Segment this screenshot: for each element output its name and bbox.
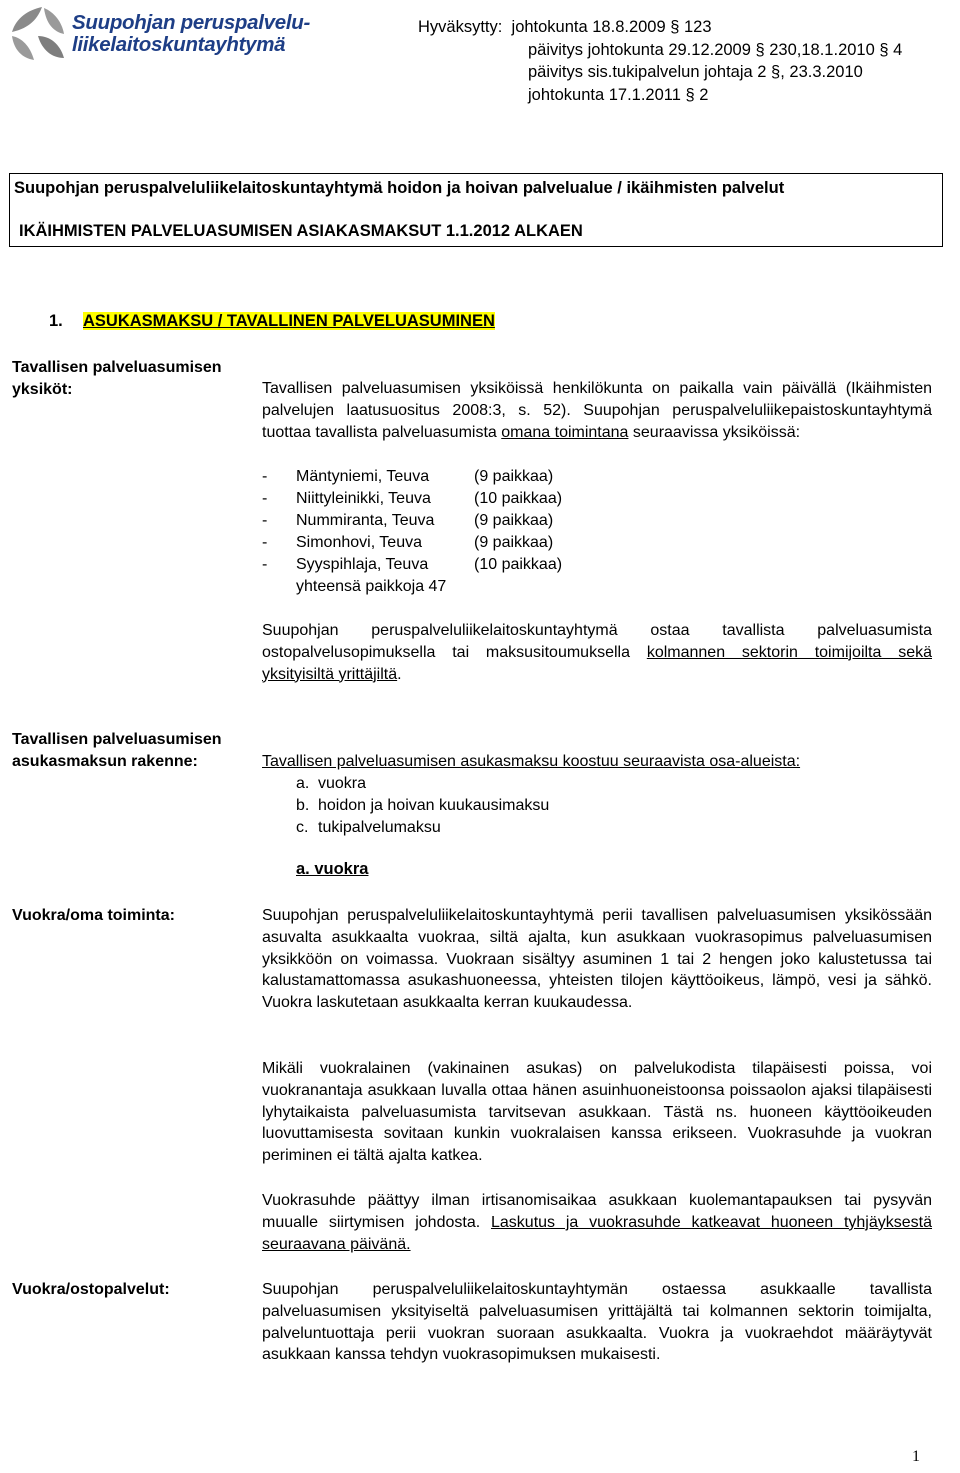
units-label-line1: Tavallisen palveluasumisen (12, 359, 222, 376)
list-item: - Syyspihlaja, Teuva (10 paikkaa) (262, 554, 762, 576)
section-heading (49, 312, 495, 331)
list-item: b. hoidon ja hoivan kuukausimaksu (296, 797, 550, 814)
unit-places: (9 paikkaa) (474, 512, 554, 529)
unit-name: Simonhovi, Teuva (296, 534, 422, 551)
section-number: 1. (49, 312, 63, 330)
title-box (9, 173, 943, 247)
list-item: - Mäntyniemi, Teuva (9 paikkaa) (262, 466, 762, 488)
structure-label-line1: Tavallisen palveluasumisen (12, 731, 222, 748)
termination-text: Vuokrasuhde päättyy ilman irtisanomisaikaa asukkaan kuolemantapauksen tai pysyvän muualle siirtymisen johdosta. (262, 1192, 932, 1231)
structure-label (12, 729, 222, 773)
rent-purchase-paragraph: Suupohjan peruspalveluliikelaitoskuntayhtymän ostaessa asukkaalle tavallista palveluasumisen yksityiseltä palveluasumisen yrittäjältä tai kolmannen sektorin toimijalta, palveluntuottaja perii vuokran suoraan asukkaalta. Vuokra ja vuokraehdot määräytyvät asukkaan kanssa tehdyn vuokrasopimuksen mukaisesti. (262, 1281, 932, 1364)
purchase-text: Suupohjan peruspalveluliikelaitoskuntayhtymä ostaa tavallista palveluasumista ostopalvelusopimuksella tai maksusitoumuksella (262, 622, 932, 661)
total-places: yhteensä paikkoja 47 (296, 578, 447, 595)
purchase-paragraph: Suupohjan peruspalveluliikelaitoskuntayhtymä ostaa tavallista palveluasumista ostopalvelusopimuksella tai maksusitoumuksella kolmannen sektorin toimijoilta sekä yksityisiltä yrittäjiltä. (262, 622, 932, 683)
structure-list (296, 773, 549, 839)
leaf-logo-icon (8, 4, 70, 64)
billing-end-text: Laskutus ja vuokrasuhde katkeavat huoneen tyhjäyksestä seuraavana päivänä. (262, 1213, 933, 1253)
approval-line-2: päivitys johtokunta 29.12.2009 § 230,18.1.2010 § 4 (528, 40, 903, 59)
unit-places: (10 paikkaa) (474, 490, 563, 507)
list-item: - Nummiranta, Teuva (9 paikkaa) (262, 510, 762, 532)
organization-name (72, 12, 332, 56)
organization-name-line1: Suupohjan peruspalvelu- (72, 11, 310, 34)
structure-label-line2: asukasmaksun rakenne: (12, 753, 198, 770)
own-operation-text: omana toimintana (501, 423, 629, 441)
list-item: a. vuokra (296, 775, 367, 792)
rent-own-paragraph-2: Mikäli vuokralainen (vakinainen asukas) on palvelukodista tilapäisesti poissa, voi vuokranantaja asukkaan luvalla ottaa hänen asuinhuoneistoonsa poissaolon ajaksi tilapäisesti lyhytaikaista palveluasumista tarvitsevan asukkaan. Tästä ns. huoneen käyttöoikeuden luovuttamisesta sovitaan kunkin vuokralaisen kanssa erikseen. Vuokrasuhde ja vuokran periminen ei tältä ajalta katkea. (262, 1060, 932, 1165)
third-sector-text: kolmannen sektorin toimijoilta sekä yksityisiltä yrittäjiltä (262, 643, 932, 683)
rent-own-label: Vuokra/oma toiminta: (12, 907, 175, 924)
rent-purchase-label: Vuokra/ostopalvelut: (12, 1281, 170, 1298)
document-title: IKÄIHMISTEN PALVELUASUMISEN ASIAKASMAKSUT 1.1.2012 ALKAEN (19, 222, 583, 240)
unit-name: Nummiranta, Teuva (296, 512, 435, 529)
organization-name-line2: liikelaitoskuntayhtymä (72, 33, 286, 56)
unit-places: (9 paikkaa) (474, 534, 554, 551)
units-label-line2: yksiköt: (12, 381, 73, 398)
units-list (262, 466, 762, 598)
units-text: Tavallisen palveluasumisen yksiköissä henkilökunta on paikalla vain päivällä (Ikäihmisten palvelujen laatusuositus 2008:3, s. 52). Suupohjan peruspalveluliikepaistoskuntayhtymä tuottaa tavallista palveluasumista (262, 380, 932, 441)
rent-subheading: a. vuokra (296, 860, 369, 878)
page-number: 1 (912, 1448, 920, 1465)
units-text-end: seuraavissa yksiköissä: (632, 423, 801, 441)
list-item: - Niittyleinikki, Teuva (10 paikkaa) (262, 488, 762, 510)
service-area-title: Suupohjan peruspalveluliikelaitoskuntayhtymä hoidon ja hoivan palvelualue / ikäihmisten palvelut (14, 179, 785, 197)
rent-own-paragraph-1: Suupohjan peruspalveluliikelaitoskuntayhtymä perii tavallisen palveluasumisen yksikössään asuvalta asukkaalta vuokraa, siltä ajalta, kun asukkaan vuokrasopimus palveluasumisen yksikköön on voimassa. Vuokraan sisältyy asuminen 1 tai 2 hengen joko kalustetussa tai kalustamattomassa asukashuoneessa, yhteisten tilojen käyttöoikeus, lämpö, vesi ja sähkö. Vuokra laskutetaan asukkaalta kerran kuukaudessa. (262, 907, 932, 1012)
unit-name: Syyspihlaja, Teuva (296, 556, 429, 573)
approval-line-4: johtokunta 17.1.2011 § 2 (528, 85, 709, 104)
unit-places: (9 paikkaa) (474, 468, 554, 485)
units-label (12, 357, 222, 401)
unit-name: Niittyleinikki, Teuva (296, 490, 431, 507)
unit-name: Mäntyniemi, Teuva (296, 468, 430, 485)
approval-info (418, 16, 958, 106)
list-item: c. tukipalvelumaksu (296, 819, 441, 836)
approved-label: Hyväksytty: (418, 18, 503, 36)
approval-line-1: johtokunta 18.8.2009 § 123 (511, 18, 712, 36)
list-item: - Simonhovi, Teuva (9 paikkaa) (262, 532, 762, 554)
unit-places: (10 paikkaa) (474, 556, 563, 573)
units-paragraph (262, 378, 932, 443)
approval-line-3: päivitys sis.tukipalvelun johtaja 2 §, 23.3.2010 (528, 63, 863, 81)
section-title: ASUKASMAKSU / TAVALLINEN PALVELUASUMINEN (83, 312, 495, 330)
structure-intro: Tavallisen palveluasumisen asukasmaksu koostuu seuraavista osa-alueista: (262, 753, 801, 770)
rent-own-paragraph-3 (262, 1190, 932, 1255)
